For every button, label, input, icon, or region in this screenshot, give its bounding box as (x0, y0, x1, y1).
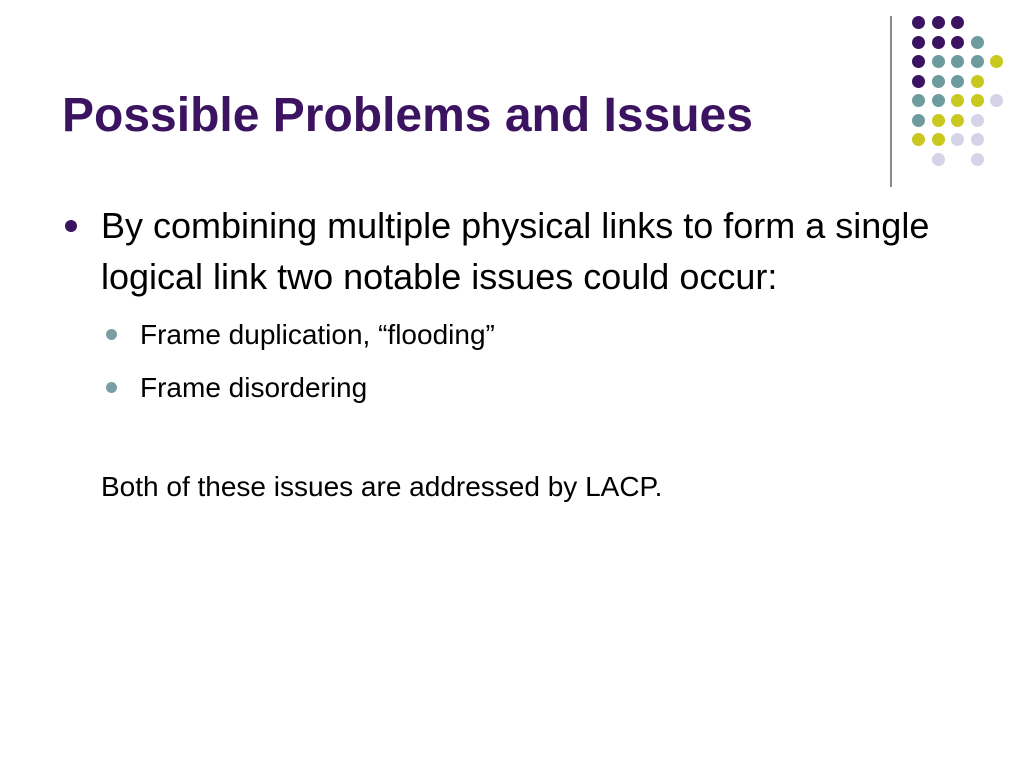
decorative-dot (971, 55, 984, 68)
sub-bullet-dot-icon (106, 329, 117, 340)
decorative-dot (990, 94, 1003, 107)
sub-bullet-dot-icon (106, 382, 117, 393)
decorative-dot (932, 133, 945, 146)
decorative-dot (990, 55, 1003, 68)
decorative-dot (971, 133, 984, 146)
decorative-dot (971, 36, 984, 49)
decorative-dot (971, 114, 984, 127)
bullet-text: By combining multiple physical links to form a single logical link two notable issues could occur: (101, 205, 930, 297)
decorative-dot (951, 114, 964, 127)
decorative-dot (912, 114, 925, 127)
decorative-dot (971, 153, 984, 166)
decorative-dot (912, 133, 925, 146)
title-divider-line (890, 16, 892, 187)
sub-bullet-text: Frame disordering (140, 372, 368, 403)
decorative-dot (932, 114, 945, 127)
sub-bullet-item (62, 361, 982, 414)
sub-bullet-list (62, 308, 982, 414)
decorative-dot (932, 153, 945, 166)
decorative-dot (932, 55, 945, 68)
decorative-dot (951, 16, 964, 29)
decorative-dot (912, 36, 925, 49)
sub-bullet-text: Frame duplication, “flooding” (140, 319, 495, 350)
decorative-dot (912, 55, 925, 68)
decorative-dot (951, 133, 964, 146)
slide-title: Possible Problems and Issues (62, 89, 753, 142)
bullet-item (62, 200, 982, 302)
decorative-dot (971, 94, 984, 107)
decorative-dot (912, 94, 925, 107)
decorative-dot (932, 75, 945, 88)
slide-body (62, 200, 982, 507)
decorative-dot (912, 75, 925, 88)
decorative-dot (951, 55, 964, 68)
sub-bullet-item (62, 308, 982, 361)
decorative-dot (932, 36, 945, 49)
bullet-dot-icon (65, 220, 77, 232)
decorative-dot (932, 16, 945, 29)
decorative-dot (951, 94, 964, 107)
decorative-dot (971, 75, 984, 88)
decorative-dot (951, 36, 964, 49)
slide-note: Both of these issues are addressed by LACP. (101, 471, 663, 502)
decorative-dot (912, 16, 925, 29)
decorative-dot (932, 94, 945, 107)
decorative-dot (951, 75, 964, 88)
